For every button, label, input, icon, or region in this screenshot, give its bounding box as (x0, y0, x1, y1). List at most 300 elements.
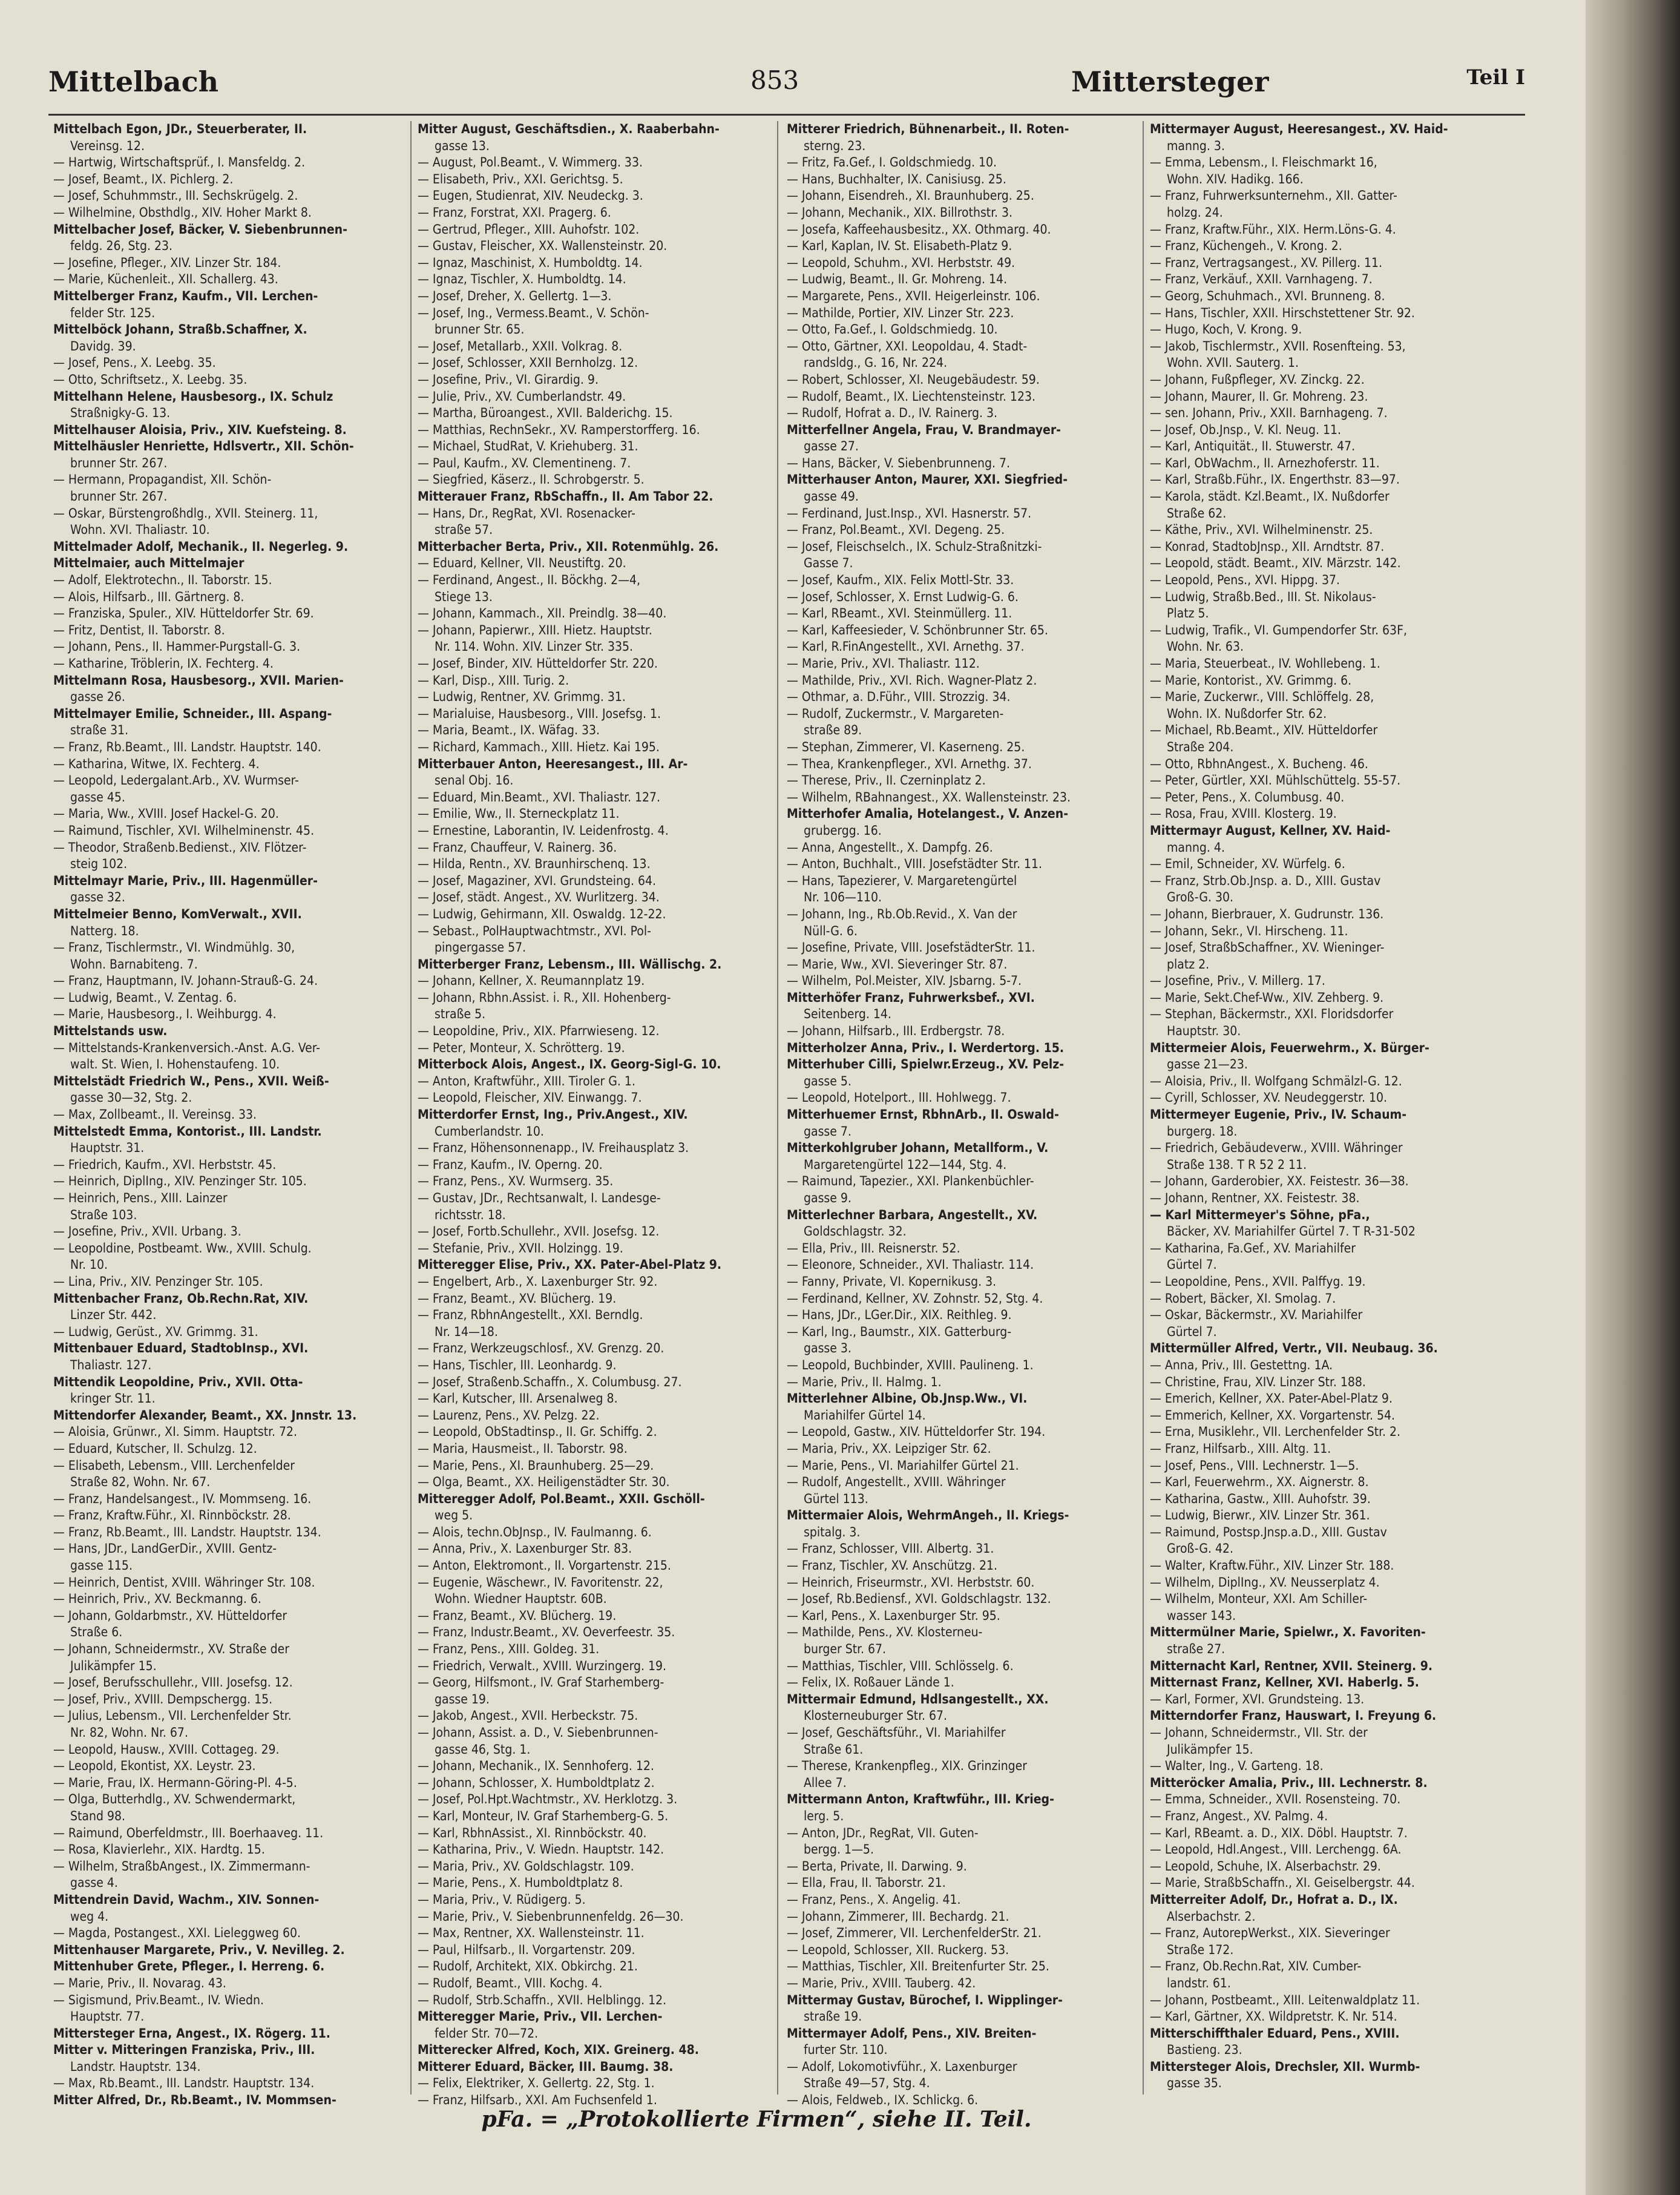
entry-line: — Johann, Garderobier, XX. Feistestr. 36—38. (1150, 1174, 1409, 1189)
entry-line: — Ferdinand, Angest., II. Böckhg. 2—4, (418, 573, 641, 588)
entry-line: — Leopold, Schuhm., XVI. Herbststr. 49. (787, 255, 1016, 270)
entry-line: furter Str. 110. (804, 2042, 888, 2058)
entry-line: Klosterneuburger Str. 67. (804, 1708, 948, 1723)
entry-line: Hauptstr. 30. (1167, 1024, 1241, 1039)
entry-line: — Marie, Kontorist., XV. Grimmg. 6. (1150, 673, 1352, 688)
entry-heading: Mitterhauser Anton, Maurer, XXI. Siegfried- (787, 472, 1068, 487)
entry-heading: Mitterhuemer Ernst, RbhnArb., II. Oswald- (787, 1107, 1059, 1122)
entry-line: — Leopoldine, Postbeamt. Ww., XVIII. Schulg. (53, 1240, 312, 1255)
entry-line: — Josefa, Kaffeehausbesitz., XX. Othmarg. 40. (787, 222, 1051, 237)
entry-line: — Friedrich, Verwalt., XVIII. Wurzingerg. 19. (418, 1658, 667, 1673)
entry-line: sterng. 23. (804, 138, 866, 153)
entry-line: straße 19. (804, 2009, 862, 2024)
entry-heading: Mitterberger Franz, Lebensm., III. Wällischg. 2. (418, 956, 722, 972)
entry-line: — Thea, Krankenpfleger., XVI. Arnethg. 37. (787, 756, 1032, 771)
entry-line: — Karl, RBeamt. a. D., XIX. Döbl. Hauptstr. 7. (1150, 1825, 1408, 1840)
entry-line: — Heinrich, DiplIng., XIV. Penzinger Str. 105. (53, 1174, 307, 1189)
entry-line: gasse 32. (70, 890, 125, 905)
header-last-entry: Mittersteger (1071, 65, 1269, 98)
entry-line: — Franz, Ob.Rechn.Rat, XIV. Cumber- (1150, 1959, 1362, 1974)
entry-line: — Franz, Rb.Beamt., III. Landstr. Hauptstr. 134. (53, 1524, 321, 1539)
entry-heading: Mittelböck Johann, Straßb.Schaffner, X. (53, 322, 307, 337)
entry-line: — Aloisia, Grünwr., XI. Simm. Hauptstr. 72. (53, 1424, 298, 1440)
entry-heading: Mitterreiter Adolf, Dr., Hofrat a. D., IX. (1150, 1892, 1398, 1907)
entry-line: — Raimund, Postsp.Jnsp.a.D., XIII. Gustav (1150, 1524, 1387, 1539)
entry-line: Wohn. Wiedner Hauptstr. 60B. (435, 1591, 607, 1607)
entry-line: Straße 62. (1167, 505, 1227, 521)
column-4 (1150, 121, 1507, 2107)
entry-line: Straße 172. (1167, 1942, 1234, 1957)
entry-line: — Robert, Schlosser, XI. Neugebäudestr. 59. (787, 372, 1040, 387)
entry-line: — Johann, Goldarbmstr., XV. Hütteldorfer (53, 1608, 287, 1623)
entry-line: — Karl, RBeamt., XVI. Steinmüllerg. 11. (787, 606, 1012, 621)
entry-heading: Mitterndorfer Franz, Hauswart, I. Freyung 6. (1150, 1708, 1437, 1723)
entry-line: — Josefine, Priv., XVII. Urbang. 3. (53, 1224, 241, 1239)
entry-line: — Engelbert, Arb., X. Laxenburger Str. 92. (418, 1274, 658, 1289)
entry-line: brunner Str. 65. (435, 322, 525, 337)
entry-line: — Hans, Tischler, XXII. Hirschstettener Str. 92. (1150, 305, 1415, 320)
entry-line: Stiege 13. (435, 589, 493, 604)
entry-line: — Johann, Kellner, X. Reumannplatz 19. (418, 973, 645, 989)
entry-line: — Friedrich, Gebäudeverw., XVIII. Währinger (1150, 1140, 1403, 1156)
entry-line: Straße 49—57, Stg. 4. (804, 2076, 930, 2091)
entry-line: — Hans, Dr., RegRat, XVI. Rosenacker- (418, 505, 635, 521)
entry-line: — Johann, Mechanik., XIX. Billrothstr. 3. (787, 205, 1013, 220)
entry-line: — Ludwig, Bierwr., XIV. Linzer Str. 361. (1150, 1508, 1370, 1523)
entry-line: — Anton, Kraftwführ., XIII. Tiroler G. 1. (418, 1073, 635, 1088)
entry-line: steig 102. (70, 857, 128, 872)
entry-line: — August, Pol.Beamt., V. Wimmerg. 33. (418, 155, 643, 170)
entry-line: — Georg, Hilfsmont., IV. Graf Starhemberg- (418, 1675, 664, 1690)
entry-line: — Maria, Steuerbeat., IV. Wohllebeng. 1. (1150, 656, 1380, 671)
entry-line: — Franz, Tischler, XV. Anschützg. 21. (787, 1558, 998, 1573)
entry-line: — Hans, JDr., LGer.Dir., XIX. Reithleg. 9. (787, 1308, 1012, 1323)
entry-line: — Franz, Handelsangest., IV. Mommseng. 16. (53, 1491, 312, 1506)
entry-heading: Mittendrein David, Wachm., XIV. Sonnen- (53, 1892, 320, 1907)
entry-line: — Felix, Elektriker, X. Gellertg. 22, Stg. 1. (418, 2076, 655, 2091)
header-rule (48, 114, 1525, 116)
entry-line: gasse 4. (70, 1875, 118, 1891)
entry-line: brunner Str. 267. (70, 489, 168, 504)
entry-line: — Robert, Bäcker, XI. Smolag. 7. (1150, 1291, 1336, 1306)
entry-line: gasse 7. (804, 1124, 851, 1139)
entry-line: straße 57. (435, 522, 493, 538)
entry-line: — Josef, Geschäftsführ., VI. Mariahilfer (787, 1725, 1006, 1740)
entry-line: — Josefine, Priv., V. Millerg. 17. (1150, 973, 1325, 989)
entry-heading: Mitternacht Karl, Rentner, XVII. Steinerg. 9. (1150, 1658, 1433, 1673)
entry-line: — Leopold, Gastw., XIV. Hütteldorfer Str. 194. (787, 1424, 1046, 1440)
entry-line: Gürtel 7. (1167, 1324, 1217, 1339)
entry-line: weg 5. (435, 1508, 473, 1523)
entry-line: — Karl, Feuerwehrm., XX. Aignerstr. 8. (1150, 1475, 1369, 1490)
entry-heading: Mittelmeier Benno, KomVerwalt., XVII. (53, 906, 302, 921)
entry-line: — Ernestine, Laborantin, IV. Leidenfrostg. 4. (418, 823, 669, 838)
entry-line: — Friedrich, Kaufm., XVI. Herbststr. 45. (53, 1157, 277, 1172)
entry-line: — Hans, Tapezierer, V. Margaretengürtel (787, 873, 1017, 888)
entry-line: — Stephan, Zimmerer, VI. Kaserneng. 25. (787, 739, 1025, 754)
entry-line: — Heinrich, Priv., XV. Beckmanng. 6. (53, 1591, 261, 1607)
entry-heading: Mittermayr August, Kellner, XV. Haid- (1150, 823, 1391, 838)
entry-line: — Wilhelm, RBahnangest., XX. Wallensteinstr. 23. (787, 789, 1071, 805)
entry-heading: Mitterlechner Barbara, Angestellt., XV. (787, 1207, 1038, 1222)
entry-line: — Heinrich, Friseurmstr., XVI. Herbststr. 60. (787, 1575, 1035, 1590)
entry-line: Julikämpfer 15. (1167, 1742, 1253, 1757)
entry-heading: Mitternast Franz, Kellner, XVI. Haberlg. 5. (1150, 1675, 1419, 1690)
entry-line: — Josef, städt. Angest., XV. Wurlitzerg. 34. (418, 890, 660, 905)
entry-heading: Mittendik Leopoldine, Priv., XVII. Otta- (53, 1374, 303, 1389)
entry-line: — Fanny, Private, VI. Kopernikusg. 3. (787, 1274, 997, 1289)
entry-heading: Mitterhöfer Franz, Fuhrwerksbef., XVI. (787, 990, 1035, 1005)
entry-line: — Michael, Rb.Beamt., XIV. Hütteldorfer (1150, 723, 1378, 738)
entry-line: — Johann, Schneidermstr., XV. Straße der (53, 1642, 290, 1657)
entry-heading: Mitteregger Marie, Priv., VII. Lerchen- (418, 2009, 663, 2024)
entry-line: — Johann, Kammach., XII. Preindlg. 38—40. (418, 606, 667, 621)
entry-line: — Leopold, Hdl.Angest., VIII. Lerchengg. 6A. (1150, 1842, 1402, 1857)
entry-line: — Emma, Lebensm., I. Fleischmarkt 16, (1150, 155, 1377, 170)
entry-line: — Karola, städt. Kzl.Beamt., IX. Nußdorfer (1150, 489, 1390, 504)
entry-line: — Franz, Schlosser, VIII. Albertg. 31. (787, 1541, 994, 1556)
entry-line: — Johann, Maurer, II. Gr. Mohreng. 23. (1150, 389, 1368, 404)
entry-line: gasse 45. (70, 789, 125, 805)
entry-line: — Franz, AutorepWerkst., XIX. Sieveringer (1150, 1926, 1390, 1941)
entry-line: Nüll-G. 6. (804, 923, 858, 938)
entry-line: — Rudolf, Architekt, XIX. Obkirchg. 21. (418, 1959, 638, 1974)
entry-line: Natterg. 18. (70, 923, 139, 938)
entry-line: — Leopold, Fleischer, XIV. Einwangg. 7. (418, 1090, 642, 1105)
column-3 (787, 121, 1138, 2107)
entry-line: — Cyrill, Schlosser, XV. Neudeggerstr. 10. (1150, 1090, 1388, 1105)
entry-line: Bastieng. 23. (1167, 2042, 1242, 2058)
entry-line: — Margarete, Pens., XVII. Heigerleinstr. 106. (787, 288, 1040, 303)
entry-line: — Christine, Frau, XIV. Linzer Str. 188. (1150, 1374, 1366, 1389)
entry-line: Stand 98. (70, 1808, 125, 1823)
entry-heading: Mittersteger Erna, Angest., IX. Rögerg. 11. (53, 2026, 330, 2041)
entry-heading: Mittermüller Alfred, Vertr., VII. Neubaug. 36. (1150, 1341, 1438, 1356)
entry-line: — Franz, Küchengeh., V. Krong. 2. (1150, 239, 1342, 254)
column-1 (53, 121, 404, 2107)
entry-line: — Rudolf, Hofrat a. D., IV. Rainerg. 3. (787, 406, 998, 421)
entry-line: — Karl, Monteur, IV. Graf Starhemberg-G. 5. (418, 1808, 669, 1823)
entry-line: — Martha, Büroangest., XVII. Balderichg. 15. (418, 406, 673, 421)
book-edge (1586, 0, 1680, 2195)
entry-line: Hauptstr. 31. (70, 1140, 145, 1156)
entry-heading: Mittermeyer Eugenie, Priv., IV. Schaum- (1150, 1107, 1407, 1122)
entry-line: platz 2. (1167, 956, 1210, 972)
entry-line: — Eduard, Min.Beamt., XVI. Thaliastr. 127. (418, 789, 660, 805)
entry-heading: Mittermeier Alois, Feuerwehrm., X. Bürger- (1150, 1040, 1429, 1055)
entry-line: — Alois, Feldweb., IX. Schlickg. 6. (787, 2093, 979, 2107)
entry-heading: — Karl Mittermeyer's Söhne, pFa., (1150, 1207, 1370, 1222)
entry-line: — Johann, Eisendreh., XI. Braunhuberg. 25. (787, 188, 1034, 203)
entry-line: — Therese, Priv., II. Czerninplatz 2. (787, 773, 986, 788)
entry-line: — Käthe, Priv., XVI. Wilhelminenstr. 25. (1150, 522, 1373, 538)
entry-line: — Katharina, Witwe, IX. Fechterg. 4. (53, 756, 260, 771)
entry-line: — Ludwig, Gerüst., XV. Grimmg. 31. (53, 1324, 258, 1339)
entry-line: — Karl, Kaffeesieder, V. Schönbrunner Str. 65. (787, 622, 1048, 637)
entry-line: — Eugenie, Wäschewr., IV. Favoritenstr. 22, (418, 1575, 663, 1590)
entry-line: — Josef, Binder, XIV. Hütteldorfer Str. 220. (418, 656, 658, 671)
entry-line: — Franz, Strb.Ob.Jnsp. a. D., XIII. Gustav (1150, 873, 1381, 888)
entry-heading: Mittermaier Alois, WehrmAngeh., II. Kriegs- (787, 1508, 1069, 1523)
entry-line: — Rosa, Klavierlehr., XIX. Hardtg. 15. (53, 1842, 265, 1857)
entry-line: — Karl, R.FinAngestellt., XVI. Arnethg. 37. (787, 639, 1025, 654)
entry-line: Gürtel 7. (1167, 1257, 1217, 1272)
entry-heading: Mitterlehner Albine, Ob.Jnsp.Ww., VI. (787, 1391, 1028, 1406)
entry-heading: Mittelhäusler Henriette, Hdlsvertr., XII. Schön- (53, 439, 354, 454)
entry-line: — Elisabeth, Priv., XXI. Gerichtsg. 5. (418, 171, 623, 186)
entry-line: pingergasse 57. (435, 940, 527, 955)
entry-line: — Hans, JDr., LandGerDir., XVIII. Gentz- (53, 1541, 277, 1556)
entry-line: lerg. 5. (804, 1808, 844, 1823)
entry-line: — Lina, Priv., XIV. Penzinger Str. 105. (53, 1274, 263, 1289)
entry-line: — Ignaz, Tischler, X. Humboldtg. 14. (418, 272, 626, 287)
entry-line: — Karl, ObWachm., II. Arnezhoferstr. 11. (1150, 455, 1380, 470)
entry-line: — Franz, Pol.Beamt., XVI. Degeng. 25. (787, 522, 1005, 538)
entry-line: — Maria, Ww., XVIII. Josef Hackel-G. 20. (53, 806, 279, 821)
entry-line: — Otto, Fa.Gef., I. Goldschmiedg. 10. (787, 322, 998, 337)
entry-line: — Josef, Fleischselch., IX. Schulz-Straßnitzki- (787, 539, 1042, 554)
entry-line: — Franz, RbhnAngestellt., XXI. Berndlg. (418, 1308, 643, 1323)
entry-heading: Mittendorfer Alexander, Beamt., XX. Jnnstr. 13. (53, 1407, 357, 1423)
entry-line: — Marie, Frau, IX. Hermann-Göring-Pl. 4-5. (53, 1775, 297, 1790)
entry-line: gasse 13. (435, 138, 490, 153)
entry-line: — Marie, Pens., VI. Mariahilfer Gürtel 21. (787, 1458, 1019, 1473)
part-label: Teil I (1466, 65, 1525, 90)
entry-line: — Matthias, Tischler, XII. Breitenfurter Str. 25. (787, 1959, 1049, 1974)
entry-line: Alserbachstr. 2. (1167, 1909, 1256, 1924)
entry-line: Linzer Str. 442. (70, 1308, 157, 1323)
entry-line: — Maria, Hausmeist., II. Taborstr. 98. (418, 1441, 628, 1456)
entry-line: — Leopold, Hausw., XVIII. Cottageg. 29. (53, 1742, 280, 1757)
entry-line: — Franz, Pens., XIII. Goldeg. 31. (418, 1642, 600, 1657)
entry-line: — Katharina, Priv., V. Wiedn. Hauptstr. 142. (418, 1842, 664, 1857)
entry-heading: Mitter v. Mitteringen Franziska, Priv., III. (53, 2042, 315, 2058)
entry-line: — Mittelstands-Krankenversich.-Anst. A.G. Ver- (53, 1040, 320, 1055)
entry-line: senal Obj. 16. (435, 773, 514, 788)
entry-line: gasse 19. (435, 1691, 490, 1706)
entry-line: Groß-G. 42. (1167, 1541, 1234, 1556)
entry-line: — Elisabeth, Lebensm., VIII. Lerchenfelder (53, 1458, 295, 1473)
entry-line: — Leopold, ObStadtinsp., II. Gr. Schiffg. 2. (418, 1424, 657, 1440)
entry-line: straße 89. (804, 723, 862, 738)
entry-line: — Maria, Priv., XX. Leipziger Str. 62. (787, 1441, 991, 1456)
entry-line: gasse 115. (70, 1558, 133, 1573)
entry-line: — Marie, Zuckerwr., VIII. Schlöffelg. 28, (1150, 689, 1374, 705)
entry-line: — Johann, Schneidermstr., VII. Str. der (1150, 1725, 1368, 1740)
entry-line: — Karl, Straßb.Führ., IX. Engerthstr. 83—97. (1150, 472, 1400, 487)
entry-line: — Marie, Priv., II. Halmg. 1. (787, 1374, 942, 1389)
entry-line: — Rudolf, Beamt., IX. Liechtensteinstr. 123. (787, 389, 1035, 404)
entry-line: — Josefine, Pfleger., XIV. Linzer Str. 184. (53, 255, 281, 270)
entry-line: — Rudolf, Zuckermstr., V. Margareten- (787, 706, 1004, 721)
entry-line: — Fritz, Dentist, II. Taborstr. 8. (53, 622, 225, 637)
entry-line: — Hugo, Koch, V. Krong. 9. (1150, 322, 1302, 337)
entry-line: — Peter, Pens., X. Columbusg. 40. (1150, 789, 1345, 805)
entry-line: — Marie, Pens., XI. Braunhuberg. 25—29. (418, 1458, 654, 1473)
entry-line: gasse 3. (804, 1341, 851, 1356)
entry-line: grubergg. 16. (804, 823, 882, 838)
entry-line: — Leopold, Hotelport., III. Hohlwegg. 7. (787, 1090, 1011, 1105)
entry-heading: Mittelhauser Aloisia, Priv., XIV. Kuefsteing. 8. (53, 422, 347, 437)
entry-line: Thaliastr. 127. (70, 1357, 152, 1372)
entry-line: — Katharine, Tröblerin, IX. Fechterg. 4. (53, 656, 274, 671)
entry-line: — Mathilde, Portier, XIV. Linzer Str. 223. (787, 305, 1014, 320)
entry-line: — Eduard, Kutscher, II. Schulzg. 12. (53, 1441, 257, 1456)
entry-line: — Julius, Lebensm., VII. Lerchenfelder Str. (53, 1708, 292, 1723)
entry-line: — Franz, Pens., X. Angelig. 41. (787, 1892, 961, 1907)
entry-line: — Olga, Beamt., XX. Heiligenstädter Str. 30. (418, 1475, 670, 1490)
entry-line: — Ludwig, Straßb.Bed., III. St. Nikolaus- (1150, 589, 1376, 604)
entry-line: — Hilda, Rentn., XV. Braunhirschenq. 13. (418, 857, 651, 872)
entry-line: — Gustav, JDr., Rechtsanwalt, I. Landesge- (418, 1191, 661, 1205)
entry-line: — Johann, Mechanik., IX. Sennhoferg. 12. (418, 1759, 654, 1774)
entry-line: — Mathilde, Priv., XVI. Rich. Wagner-Platz 2. (787, 673, 1037, 688)
entry-line: — Gertrud, Pfleger., XIII. Auhofstr. 102. (418, 222, 640, 237)
entry-line: — Stefanie, Priv., XVII. Holzingg. 19. (418, 1240, 623, 1255)
entry-line: — Josef, Beamt., IX. Pichlerg. 2. (53, 171, 234, 186)
entry-line: — Rudolf, Angestellt., XVIII. Währinger (787, 1475, 1006, 1490)
entry-line: — Aloisia, Priv., II. Wolfgang Schmälzl-G. 12. (1150, 1073, 1402, 1088)
entry-line: Nr. 106—110. (804, 890, 882, 905)
column-2 (418, 121, 769, 2107)
entry-line: — Jakob, Angest., XVII. Herbeckstr. 75. (418, 1708, 638, 1723)
entry-line: — Marie, Sekt.Chef-Ww., XIV. Zehberg. 9. (1150, 990, 1384, 1005)
entry-line: — Leopoldine, Priv., XIX. Pfarrwieseng. 12. (418, 1024, 660, 1039)
entry-line: — Julie, Priv., XV. Cumberlandstr. 49. (418, 389, 626, 404)
entry-line: Seitenberg. 14. (804, 1007, 891, 1022)
entry-line: — Leopoldine, Pens., XVII. Palffyg. 19. (1150, 1274, 1366, 1289)
entry-line: — Max, Zollbeamt., II. Vereinsg. 33. (53, 1107, 257, 1122)
entry-line: — Marie, Priv., V. Siebenbrunnenfeldg. 26—30. (418, 1909, 684, 1924)
entry-line: — Sebast., PolHauptwachtmstr., XVI. Pol- (418, 923, 651, 938)
entry-line: — Anton, Elektromont., II. Vorgartenstr. 215. (418, 1558, 671, 1573)
entry-heading: Mittenbacher Franz, Ob.Rechn.Rat, XIV. (53, 1291, 309, 1306)
entry-line: — Anna, Priv., X. Laxenburger Str. 83. (418, 1541, 632, 1556)
entry-heading: Mittenhuber Grete, Pfleger., I. Herreng. 6. (53, 1959, 325, 1974)
entry-heading: Mittelmaier, auch Mittelmajer (53, 556, 244, 571)
entry-line: straße 31. (70, 723, 129, 738)
entry-line: Julikämpfer 15. (70, 1658, 157, 1673)
entry-line: — Emerich, Kellner, XX. Pater-Abel-Platz 9. (1150, 1391, 1393, 1406)
entry-line: — Franz, Verkäuf., XXII. Varnhageng. 7. (1150, 272, 1373, 287)
entry-line: — Eleonore, Schneider., XVI. Thaliastr. 114. (787, 1257, 1034, 1272)
entry-line: Davidg. 39. (70, 338, 136, 354)
entry-line: — Ludwig, Rentner, XV. Grimmg. 31. (418, 689, 626, 705)
entry-line: — Johann, Rentner, XX. Feistestr. 38. (1150, 1191, 1360, 1205)
entry-line: — Georg, Schuhmach., XVI. Brunneng. 8. (1150, 288, 1385, 303)
entry-line: — Otto, RbhnAngest., X. Bucheng. 46. (1150, 756, 1368, 771)
entry-line: — Emmerich, Kellner, XX. Vorgartenstr. 54. (1150, 1407, 1396, 1423)
entry-line: — Maria, Priv., XV. Goldschlagstr. 109. (418, 1858, 634, 1874)
entry-heading: Mitterfellner Angela, Frau, V. Brandmayer- (787, 422, 1061, 437)
entry-line: — Josef, Dreher, X. Gellertg. 1—3. (418, 288, 612, 303)
entry-line: — Josef, Schuhmmstr., III. Sechskrügelg. 2. (53, 188, 298, 203)
entry-heading: Mitterdorfer Ernst, Ing., Priv.Angest., XIV. (418, 1107, 688, 1122)
entry-line: — Rudolf, Strb.Schaffn., XVII. Helblingg. 12. (418, 1992, 667, 2007)
entry-line: burgerg. 18. (1167, 1124, 1238, 1139)
entry-line: Wohn. XVI. Thaliastr. 10. (70, 522, 210, 538)
entry-line: — Franz, Forstrat, XXI. Pragerg. 6. (418, 205, 611, 220)
entry-heading: Mittelbacher Josef, Bäcker, V. Siebenbrunnen- (53, 222, 347, 237)
entry-line: straße 27. (1167, 1642, 1226, 1657)
entry-heading: Mitterecker Alfred, Koch, XIX. Greinerg. 48. (418, 2042, 699, 2058)
entry-line: — Marie, Pens., X. Humboldtplatz 8. (418, 1875, 623, 1891)
entry-line: — Marie, Priv., II. Novarag. 43. (53, 1975, 226, 1990)
entry-line: — Johann, Fußpfleger, XV. Zinckg. 22. (1150, 372, 1365, 387)
entry-line: — Josef, Pens., VIII. Lechnerstr. 1—5. (1150, 1458, 1359, 1473)
entry-line: — Magda, Postangest., XXI. Lieleggweg 60. (53, 1926, 301, 1941)
entry-heading: Mitterer Friedrich, Bühnenarbeit., II. Roten- (787, 122, 1069, 136)
entry-heading: Mitterer Eduard, Bäcker, III. Baumg. 38. (418, 2059, 674, 2074)
entry-line: — Ludwig, Beamt., V. Zentag. 6. (53, 990, 237, 1005)
entry-heading: Mittelbach Egon, JDr., Steuerberater, II. (53, 122, 307, 136)
entry-line: — Stephan, Bäckermstr., XXI. Floridsdorfer (1150, 1007, 1394, 1022)
entry-line: — Leopold, städt. Beamt., XIV. Märzstr. 142. (1150, 556, 1401, 571)
entry-line: — Alois, techn.ObJnsp., IV. Faulmanng. 6. (418, 1524, 652, 1539)
entry-line: — sen. Johann, Priv., XXII. Barnhageng. 7. (1150, 406, 1388, 421)
entry-line: — Adolf, Lokomotivführ., X. Laxenburger (787, 2059, 1017, 2074)
entry-line: — Leopold, Schuhe, IX. Alserbachstr. 29. (1150, 1858, 1381, 1874)
entry-heading: Mittelmayr Marie, Priv., III. Hagenmüller- (53, 873, 318, 888)
entry-line: — Leopold, Buchbinder, XVIII. Paulineng. 1. (787, 1357, 1034, 1372)
entry-line: — Mathilde, Pens., XV. Klosterneu- (787, 1625, 983, 1640)
entry-line: Nr. 82, Wohn. Nr. 67. (70, 1725, 188, 1740)
entry-line: — Johann, Hilfsarb., III. Erdbergstr. 78. (787, 1024, 1005, 1039)
entry-line: — Johann, Assist. a. D., V. Siebenbrunnen- (418, 1725, 658, 1740)
entry-line: — Johann, Sekr., VI. Hirscheng. 11. (1150, 923, 1348, 938)
entry-line: — Franz, Kraftw.Führ., XI. Rinnböckstr. 28. (53, 1508, 291, 1523)
entry-line: — Karl, Kutscher, III. Arsenalweg 8. (418, 1391, 618, 1406)
entry-line: Wohn. XIV. Hadikg. 166. (1167, 171, 1304, 186)
entry-line: — Leopold, Ekontist, XX. Leystr. 23. (53, 1759, 256, 1774)
entry-line: — Anton, JDr., RegRat, VII. Guten- (787, 1825, 979, 1840)
entry-line: — Franz, Werkzeugschlosf., XV. Grenzg. 20. (418, 1341, 664, 1356)
entry-line: — Josef, Metallarb., XXII. Volkrag. 8. (418, 338, 623, 354)
entry-line: manng. 4. (1167, 840, 1225, 855)
entry-line: — Franz, Angest., XV. Palmg. 4. (1150, 1808, 1328, 1823)
entry-line: — Ignaz, Maschinist, X. Humboldtg. 14. (418, 255, 643, 270)
entry-line: — Josef, Priv., XVIII. Dempschergg. 15. (53, 1691, 273, 1706)
entry-heading: Mittelmann Rosa, Hausbesorg., XVII. Marien- (53, 673, 344, 688)
entry-line: — Marie, Ww., XVI. Sieveringer Str. 87. (787, 956, 1008, 972)
entry-line: — Leopold, Ledergalant.Arb., XV. Wurmser- (53, 773, 299, 788)
entry-line: — Ferdinand, Kellner, XV. Zohnstr. 52, Stg. 4. (787, 1291, 1043, 1306)
entry-line: Goldschlagstr. 32. (804, 1224, 907, 1239)
entry-line: — Josefine, Priv., VI. Girardig. 9. (418, 372, 599, 387)
entry-line: Wohn. Barnabiteng. 7. (70, 956, 198, 972)
entry-line: — Franz, Chauffeur, V. Rainerg. 36. (418, 840, 617, 855)
entry-heading: Mittelstädt Friedrich W., Pens., XVII. Weiß- (53, 1073, 329, 1088)
entry-line: — Laurenz, Pens., XV. Pelzg. 22. (418, 1407, 600, 1423)
page-header (48, 65, 1525, 114)
entry-line: — Johann, Postbeamt., XIII. Leitenwaldplatz 11. (1150, 1992, 1420, 2007)
entry-line: — Leopold, Pens., XVI. Hippg. 37. (1150, 573, 1340, 588)
entry-heading: Mittermayer August, Heeresangest., XV. Haid- (1150, 122, 1448, 136)
entry-line: spitalg. 3. (804, 1524, 861, 1539)
entry-line: — Johann, Ing., Rb.Ob.Revid., X. Van der (787, 906, 1017, 921)
entry-line: — Wilhelm, Pol.Meister, XIV. Jsbarng. 5-7. (787, 973, 1022, 989)
entry-line: — Othmar, a. D.Führ., VIII. Strozzig. 34. (787, 689, 1011, 705)
entry-line: — Josef, Kaufm., XIX. Felix Mottl-Str. 33. (787, 573, 1014, 588)
entry-line: — Peter, Monteur, X. Schrötterg. 19. (418, 1040, 625, 1055)
entry-line: — Ludwig, Gehirmann, XII. Oswaldg. 12-22. (418, 906, 666, 921)
footer-note: pFa. = „Protokollierte Firmen“, siehe II. Teil. (481, 2107, 1032, 2132)
entry-line: gasse 27. (804, 439, 859, 454)
entry-line: weg 4. (70, 1909, 109, 1924)
entry-line: Allee 7. (804, 1775, 847, 1790)
entry-line: — Erna, Musiklehr., VII. Lerchenfelder Str. 2. (1150, 1424, 1401, 1440)
entry-line: — Max, Rb.Beamt., III. Landstr. Hauptstr. 134. (53, 2076, 315, 2091)
